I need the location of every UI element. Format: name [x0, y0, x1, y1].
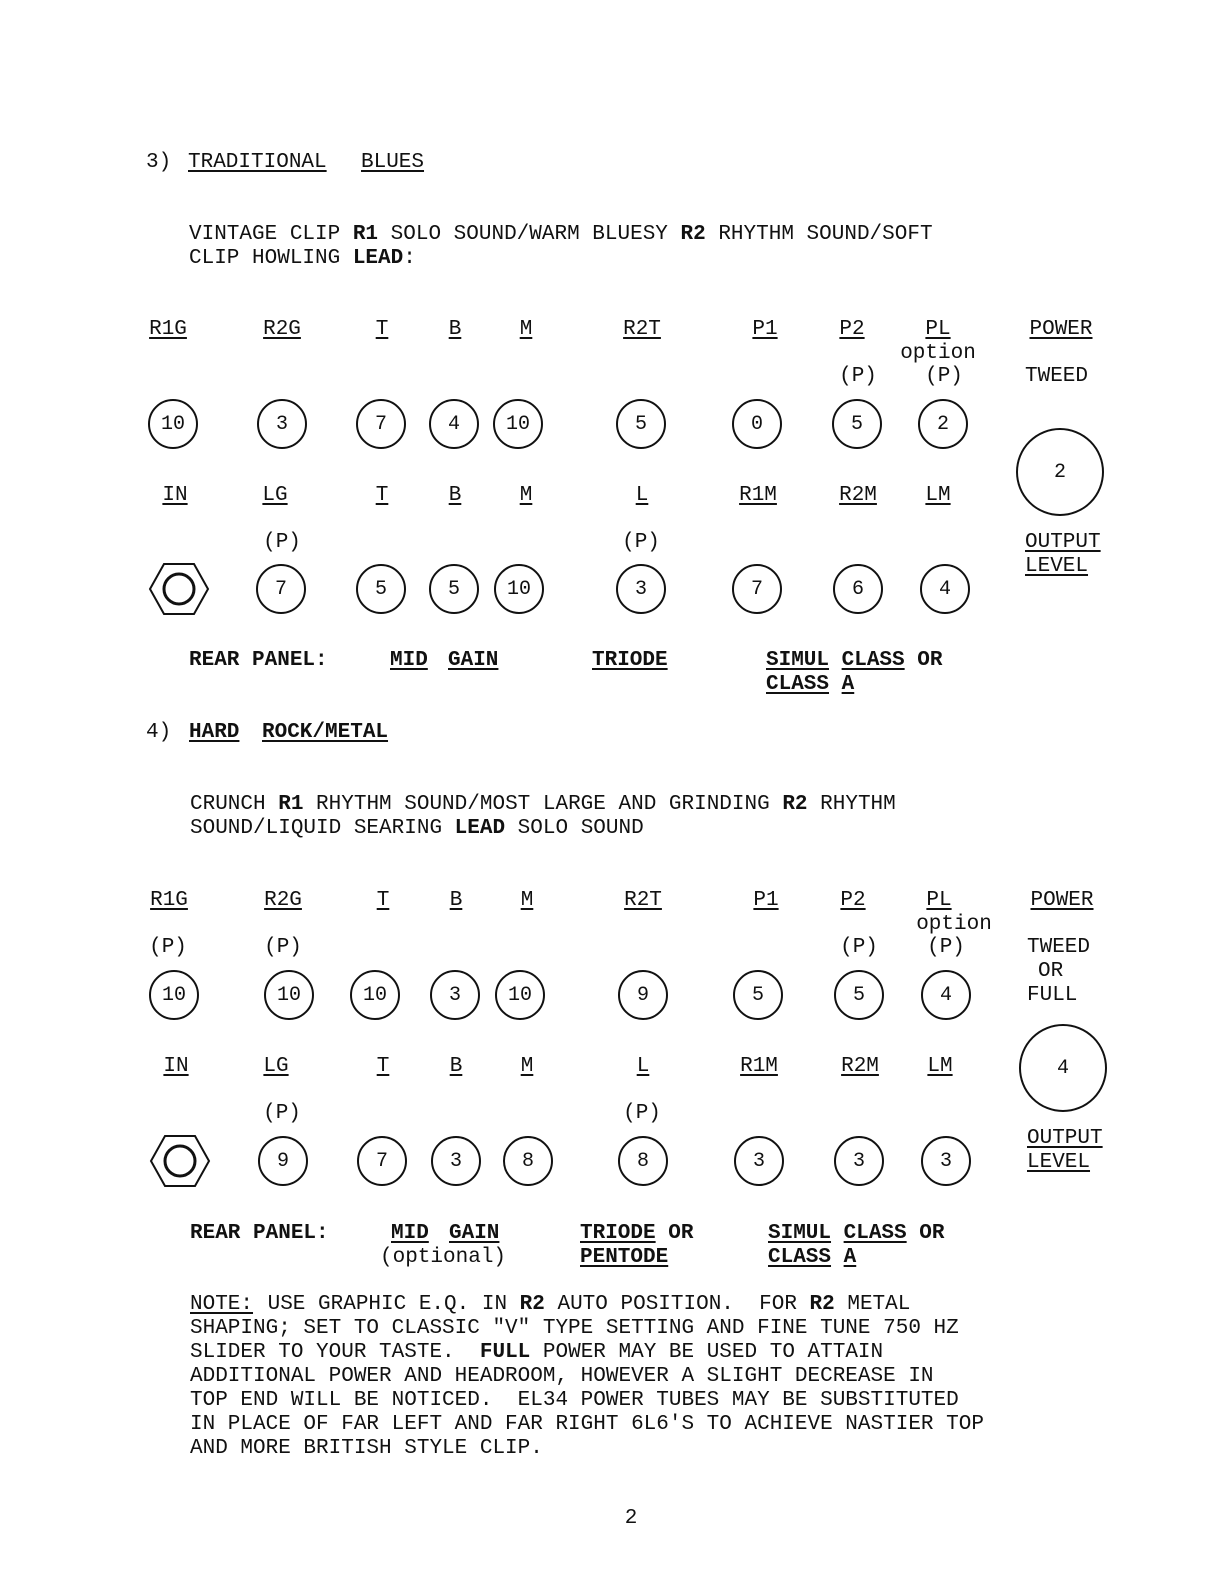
knob-mid: 10 — [494, 564, 544, 614]
label-r2m: R2M — [841, 1055, 879, 1078]
text-segment: AND MORE BRITISH STYLE CLIP. — [190, 1437, 543, 1460]
text-segment: CRUNCH — [190, 793, 279, 816]
knob-mid: 10 — [493, 399, 543, 449]
note-line — [190, 1365, 934, 1389]
text-segment: R2 — [782, 793, 808, 816]
text-segment: CLIP HOWLING — [189, 247, 353, 270]
rear-panel-word: CLASS — [766, 673, 830, 696]
label-r1m: R1M — [740, 1055, 778, 1078]
knob-pl: 4 — [921, 970, 971, 1020]
label-mid: M — [520, 1055, 534, 1078]
text-segment: R1 — [352, 223, 379, 246]
text-segment: TOP END WILL BE NOTICED. EL34 POWER TUBES MAY BE SUBSTITUTED — [190, 1389, 959, 1412]
rear-triode — [580, 1222, 693, 1246]
rear-triode — [592, 649, 668, 673]
knob-r2m: 3 — [834, 1136, 884, 1186]
p2-pull-mark: (P) — [839, 365, 877, 388]
section-title-word: TRADITIONAL — [188, 151, 327, 174]
rear-panel-word: OR — [668, 1222, 694, 1245]
input-jack-icon — [149, 1134, 211, 1188]
label-treble: T — [375, 318, 389, 341]
rear-class-line1 — [768, 1222, 944, 1246]
note-line — [190, 1341, 883, 1365]
note-line — [190, 1437, 543, 1461]
note-line — [190, 1413, 984, 1437]
knob-p1: 0 — [732, 399, 782, 449]
label-pl: PL — [926, 889, 952, 912]
rear-class-line1 — [766, 649, 942, 673]
label-bass: B — [449, 889, 463, 912]
knob-r1g: 10 — [148, 399, 198, 449]
label-r2t: R2T — [623, 318, 661, 341]
rear-mid-gain-word: MID — [391, 1222, 429, 1245]
knob-r1m: 7 — [732, 564, 782, 614]
label-lm: LM — [927, 1055, 953, 1078]
rear-panel-word: TRIODE — [592, 649, 668, 672]
label-mid: M — [519, 318, 533, 341]
knob-bass: 3 — [430, 970, 480, 1020]
text-segment: R2 — [680, 223, 706, 246]
rear-panel-word: PENTODE — [580, 1246, 669, 1269]
section-description-line2 — [190, 817, 644, 841]
label-lg: LG — [262, 484, 288, 507]
note-line — [190, 1389, 959, 1413]
knob-lg: 7 — [256, 564, 306, 614]
pl-pull-mark: (P) — [927, 936, 965, 959]
label-input: IN — [163, 1055, 189, 1078]
rear-panel-word: SIMUL — [766, 649, 830, 672]
knob-r1g: 10 — [149, 970, 199, 1020]
label-mid: M — [519, 484, 533, 507]
rear-class-line2 — [766, 673, 854, 697]
input-jack-icon — [148, 562, 210, 616]
section-description-line1 — [189, 223, 933, 247]
pl-pull-mark: (P) — [925, 365, 963, 388]
rear-panel-word: CLASS — [841, 649, 905, 672]
label-p1: P1 — [753, 889, 779, 912]
output-level-line1: OUTPUT — [1025, 531, 1101, 554]
note-line — [190, 1317, 959, 1341]
label-bass: B — [449, 1055, 463, 1078]
knob-lg: 9 — [258, 1136, 308, 1186]
section-description-line2 — [189, 247, 416, 271]
rear-panel-word: OR — [919, 1222, 945, 1245]
section-title-word: BLUES — [361, 151, 425, 174]
section-number: 4) — [146, 721, 172, 744]
label-power: POWER — [1029, 318, 1093, 341]
rear-mid-gain-word: GAIN — [449, 1222, 500, 1245]
r1g-pull-mark: (P) — [149, 936, 187, 959]
label-r2t: R2T — [624, 889, 662, 912]
p2-pull-mark: (P) — [840, 936, 878, 959]
rear-panel-word: A — [841, 673, 855, 696]
text-segment: : — [403, 247, 416, 270]
knob-bass: 4 — [429, 399, 479, 449]
knob-p2: 5 — [834, 970, 884, 1020]
text-segment: FULL — [479, 1341, 531, 1364]
label-r1g: R1G — [150, 889, 188, 912]
rear-panel-word: SIMUL — [768, 1222, 832, 1245]
text-segment: SOUND/LIQUID SEARING — [190, 817, 455, 840]
section-title-word: ROCK/METAL — [262, 721, 389, 744]
rear-panel-word: A — [843, 1246, 857, 1269]
label-r2m: R2M — [839, 484, 877, 507]
lg-pull-mark: (P) — [263, 531, 301, 554]
rear-triode-line2 — [580, 1246, 668, 1270]
text-segment: R1 — [278, 793, 304, 816]
rear-class-line2 — [768, 1246, 856, 1270]
label-lg: LG — [263, 1055, 289, 1078]
label-r2g: R2G — [264, 889, 302, 912]
text-segment: RHYTHM SOUND/SOFT — [705, 223, 933, 246]
knob-power: 4 — [1019, 1024, 1107, 1112]
label-treble: T — [375, 484, 389, 507]
knob-r2t: 5 — [616, 399, 666, 449]
knob-mid: 8 — [503, 1136, 553, 1186]
label-r1g: R1G — [149, 318, 187, 341]
knob-treble: 7 — [356, 399, 406, 449]
label-pl: PL — [925, 318, 951, 341]
text-segment: LEAD — [352, 247, 404, 270]
label-p2: P2 — [840, 889, 866, 912]
knob-treble: 5 — [356, 564, 406, 614]
pl-option-text: option — [916, 913, 992, 936]
rear-panel-word: TRIODE — [580, 1222, 656, 1245]
knob-p2: 5 — [832, 399, 882, 449]
text-segment: RHYTHM — [807, 793, 896, 816]
knob-lead: 3 — [616, 564, 666, 614]
note-label: NOTE: — [190, 1293, 254, 1316]
r2g-pull-mark: (P) — [264, 936, 302, 959]
rear-panel-word: OR — [917, 649, 943, 672]
knob-bass: 3 — [431, 1136, 481, 1186]
text-segment: IN PLACE OF FAR LEFT AND FAR RIGHT 6L6'S TO ACHIEVE NASTIER TOP — [190, 1413, 984, 1436]
text-segment: SOLO SOUND/WARM BLUESY — [378, 223, 681, 246]
text-segment: ADDITIONAL POWER AND HEADROOM, HOWEVER A SLIGHT DECREASE IN — [190, 1365, 934, 1388]
text-segment: R2 — [519, 1293, 545, 1316]
knob-lm: 3 — [921, 1136, 971, 1186]
rear-mid-gain-optional: (optional) — [380, 1246, 507, 1269]
knob-mid: 10 — [495, 970, 545, 1020]
power-mode-line: TWEED — [1025, 365, 1089, 388]
label-treble: T — [376, 889, 390, 912]
page-number: 2 — [624, 1507, 638, 1530]
text-segment: SOLO SOUND — [505, 817, 644, 840]
section-description-line1 — [190, 793, 896, 817]
section-number: 3) — [146, 151, 172, 174]
label-treble: T — [376, 1055, 390, 1078]
pl-option-text: option — [900, 342, 976, 365]
label-r2g: R2G — [263, 318, 301, 341]
text-segment: R2 — [809, 1293, 835, 1316]
text-segment: SLIDER TO YOUR TASTE. — [190, 1341, 480, 1364]
l-pull-mark: (P) — [622, 531, 660, 554]
label-power: POWER — [1030, 889, 1094, 912]
note-line — [255, 1293, 910, 1317]
output-level-line1: OUTPUT — [1027, 1127, 1103, 1150]
label-p2: P2 — [839, 318, 865, 341]
text-segment: VINTAGE CLIP — [189, 223, 353, 246]
rear-mid-gain-word: GAIN — [448, 649, 499, 672]
power-mode-line: OR — [1038, 960, 1064, 983]
section-title-word: HARD — [189, 721, 240, 744]
knob-lead: 8 — [618, 1136, 668, 1186]
knob-pl: 2 — [918, 399, 968, 449]
label-bass: B — [448, 484, 462, 507]
l-pull-mark: (P) — [623, 1102, 661, 1125]
label-lm: LM — [925, 484, 951, 507]
power-mode-line: TWEED — [1027, 936, 1091, 959]
text-segment: AUTO POSITION. FOR — [544, 1293, 810, 1316]
label-bass: B — [448, 318, 462, 341]
label-lead: L — [636, 1055, 650, 1078]
rear-panel-word: CLASS — [768, 1246, 832, 1269]
knob-r2t: 9 — [618, 970, 668, 1020]
knob-treble: 10 — [350, 970, 400, 1020]
output-level-line2: LEVEL — [1027, 1151, 1091, 1174]
lg-pull-mark: (P) — [263, 1102, 301, 1125]
knob-bass: 5 — [429, 564, 479, 614]
text-segment: LEAD — [454, 817, 506, 840]
rear-panel-label: REAR PANEL: — [189, 649, 328, 672]
label-r1m: R1M — [739, 484, 777, 507]
text-segment: USE GRAPHIC E.Q. IN — [255, 1293, 520, 1316]
knob-r2m: 6 — [833, 564, 883, 614]
text-segment: RHYTHM SOUND/MOST LARGE AND GRINDING — [303, 793, 783, 816]
text-segment: POWER MAY BE USED TO ATTAIN — [530, 1341, 884, 1364]
knob-treble: 7 — [357, 1136, 407, 1186]
output-level-line2: LEVEL — [1025, 555, 1089, 578]
label-input: IN — [162, 484, 188, 507]
text-segment: METAL — [834, 1293, 911, 1316]
knob-power: 2 — [1016, 428, 1104, 516]
rear-mid-gain-word: MID — [390, 649, 428, 672]
label-lead: L — [635, 484, 649, 507]
knob-p1: 5 — [733, 970, 783, 1020]
label-mid: M — [520, 889, 534, 912]
rear-panel-word: CLASS — [843, 1222, 907, 1245]
text-segment: SHAPING; SET TO CLASSIC "V" TYPE SETTING AND FINE TUNE 750 HZ — [190, 1317, 959, 1340]
knob-lm: 4 — [920, 564, 970, 614]
rear-panel-label: REAR PANEL: — [190, 1222, 329, 1245]
label-p1: P1 — [752, 318, 778, 341]
knob-r2g: 10 — [264, 970, 314, 1020]
knob-r1m: 3 — [734, 1136, 784, 1186]
power-mode-line: FULL — [1027, 984, 1078, 1007]
knob-r2g: 3 — [257, 399, 307, 449]
